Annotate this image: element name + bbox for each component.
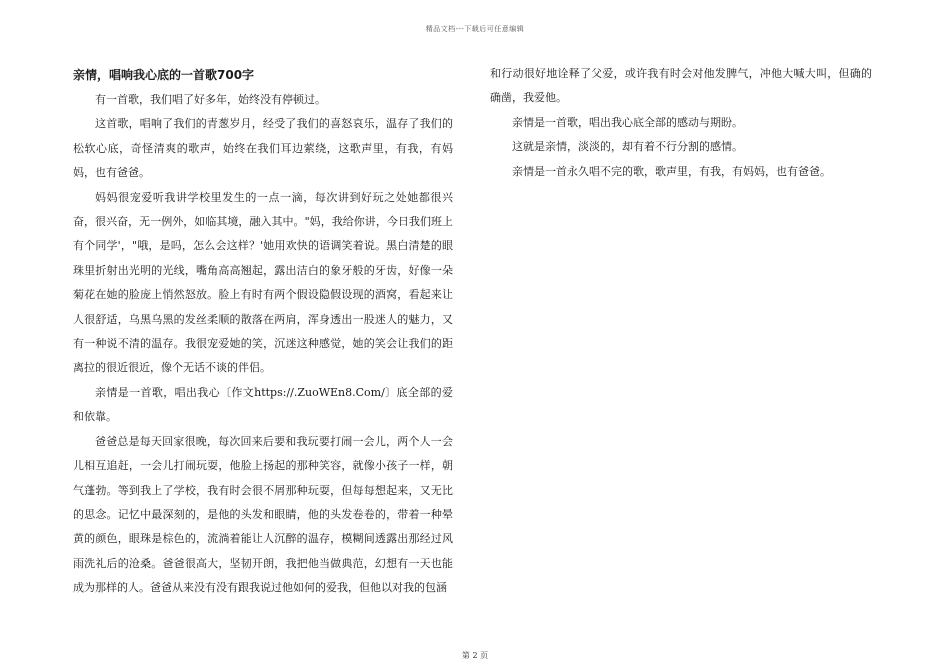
article-title: 亲情，唱响我心底的一首歌700字 (73, 68, 255, 82)
paragraph: 亲情是一首永久唱不完的歌，歌声里，有我，有妈妈，也有爸爸。 (512, 164, 831, 178)
paragraph: 亲情是一首歌，唱出我心底全部的感动与期盼。 (512, 115, 743, 129)
page-number: 第 2 页 (461, 651, 489, 660)
paragraph-continuation: 和行动很好地诠释了父爱，或许我有时会对他发脾气，冲他大喊大叫，但确的确凿，我爱他。 (490, 67, 872, 105)
left-column (73, 62, 453, 601)
paragraph: 爸爸总是每天回家很晚，每次回来后要和我玩要打闹一会儿，两个人一会儿相互追赶，一会儿打闹玩耍，他脸上扬起的那种笑容，就像小孩子一样，朝气蓬勃。等到我上了学校，我有时会很不屑那种玩耍，但每每想起来，又无比的思念。记忆中最深刻的，是他的头发和眼睛，他的头发卷卷的，带着一种晕黄的颜色，眼珠是棕色的，流淌着能让人沉醉的温存，模糊间透露出那经过风雨洗礼后的沧桑。爸爸很高大，坚韧开朗，我把他当做典范，幻想有一天也能成为那样的人。爸爸从来没有没有跟我说过他如何的爱我，但他以对我的包涵 (73, 434, 453, 595)
paragraph: 亲情是一首歌，唱出我心〔作文https://.ZuoWEn8.Com/〕底全部的爱和依靠。 (73, 385, 453, 424)
paragraph: 这就是亲情，淡淡的，却有着不行分割的感情。 (512, 140, 743, 154)
paragraph: 有一首歌，我们唱了好多年，始终没有停顿过。 (95, 93, 326, 106)
right-column (490, 62, 872, 184)
paragraph: 妈妈很宠爱听我讲学校里发生的一点一滴，每次讲到好玩之处她都很兴奋，很兴奋，无一例外，如临其境，融入其中。"妈，我给你讲，今日我们班上有个同学'，"哦，是吗，怎么会这样？'她用欢快的语调笑着说。黑白清楚的眼珠里折射出光明的光线，嘴角高高翘起，露出洁白的象牙般的牙齿，好像一朵菊花在她的脸庞上悄然怒放。脸上有时有两个假设隐假设现的酒窝，看起来让人很舒适，乌黑乌黑的发丝柔顺的散落在两肩，浑身透出一股迷人的魅力，又有一种说不清的温存。我很宠爱她的笑，沉迷这种感觉，她的笑会让我们的距离拉的很近很近，像个无话不谈的伴侣。 (73, 190, 453, 375)
page-header: 精品文档---下载后可任意编辑 (425, 25, 525, 33)
paragraph: 这首歌，唱响了我们的青葱岁月，经受了我们的喜怒哀乐，温存了我们的松软心底，奇怪清爽的歌声，始终在我们耳边萦绕，这歌声里，有我，有妈妈，也有爸爸。 (73, 117, 453, 180)
